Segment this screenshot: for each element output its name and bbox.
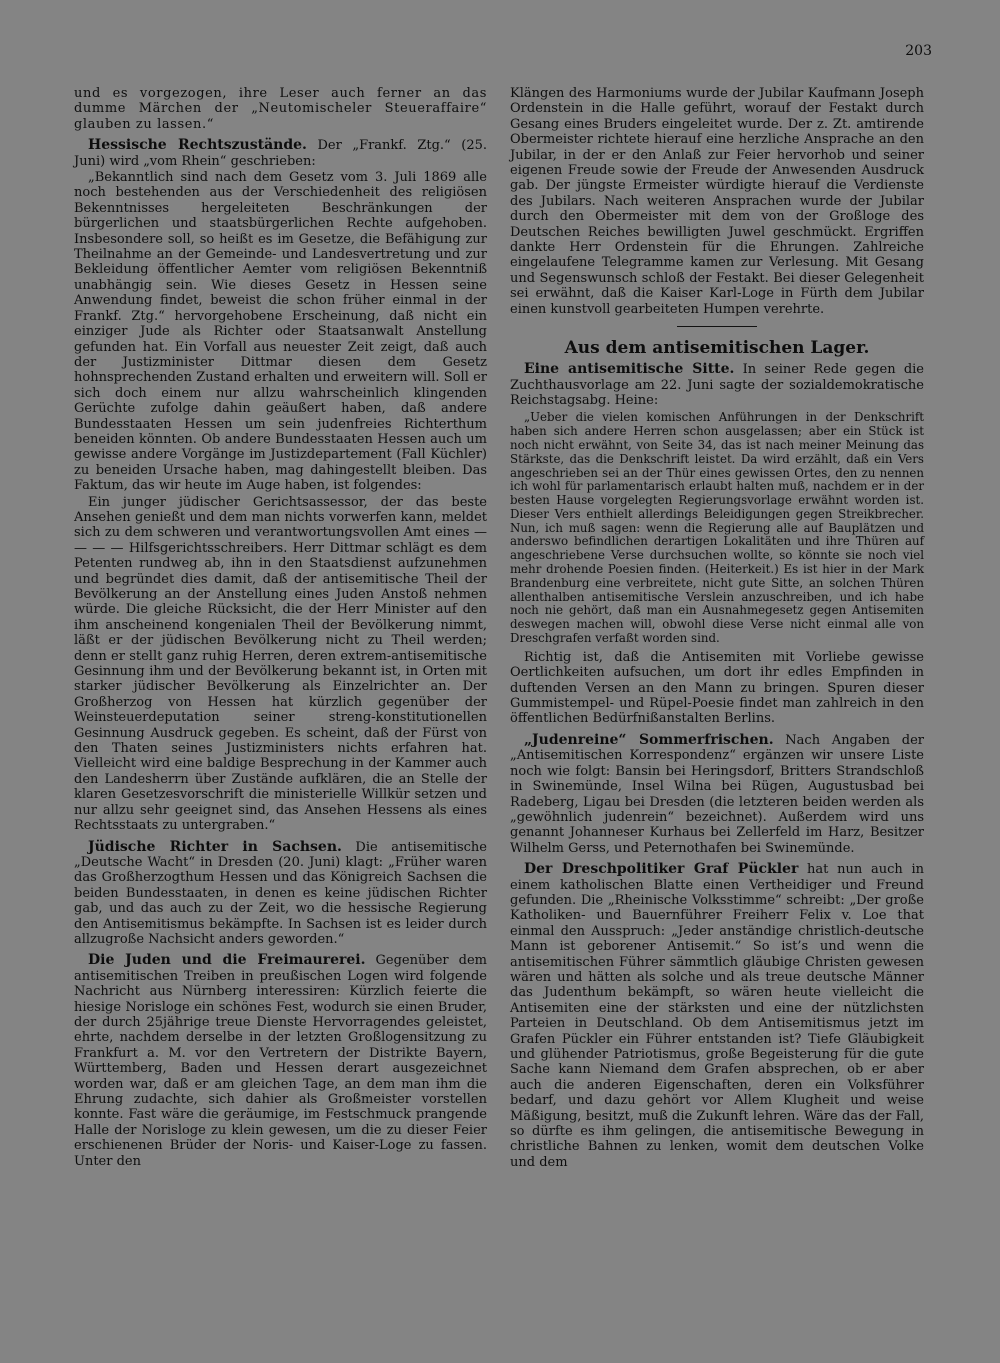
section-title: Aus dem antisemitischen Lager. [564,338,870,359]
paragraph: Ein junger jüdischer Gerichtsassessor, der das beste Ansehen genießt und dem man nichts vorwerfen kann, meldet sich zu dem schweren und verantwortungsvollen Amt eines — — — — Hilfsgerichtsschreibers. Herr Dittmar schlägt es dem Petenten rundweg ab, ihn in den Staatsdienst aufzunehmen und begründet dies damit, daß der antisemitische Theil der Bevölkerung an der Anstellung eines Juden Anstoß nehmen würde. Die gleiche Rücksicht, die der Herr Minister auf den ihm anscheinend kongenialen Theil der Bevölkerung nimmt, läßt er der jüdischen Bevölkerung nicht zu Theil werden; denn er stellt ganz ruhig Herren, deren extrem-antisemitische Gesinnung ihm und der Bevölkerung bekannt ist, in Orten mit starker jüdischer Bevölkerung als Einzelrichter an. Der Großherzog von Hessen hat kürzlich gegenüber der Weinsteuerdeputation seiner streng-konstitutionellen Gesinnung Ausdruck gegeben. Es scheint, daß der Fürst von den Thaten seines Justizministers nichts erfahren hat. Vielleicht wird eine baldige Besprechung in der Kammer auch den Landesherrn über Zustände aufklären, die an Stelle der klaren Gesetzesvorschrift die ministerielle Willkür setzen und nur allzu sehr geeignet sind, das Ansehen Hessens als eines Rechtsstaats zu untergraben.“ [74,494,487,834]
paragraph: Richtig ist, daß die Antisemiten mit Vorliebe gewisse Oertlichkeiten aufsuchen, um dort ihr edles Empfinden in duftenden Versen an den Mann zu bringen. Spuren dieser Gummistempel- und Rüpel-Poesie findet man zahlreich in den öffentlichen Bedürfnißanstalten Berlins. [510,649,924,727]
article-heading: Hessische Rechtszustände. [88,137,307,154]
article-text: Die antisemitische „Deutsche Wacht“ in Dresden (20. Juni) klagt: „Früher waren das Großherzogthum Hessen und das Königreich Sachsen die beiden Bundesstaaten, in denen es keine jüdischen Richter gab, und das auch zu der Zeit, wo die hessische Regierung den Antisemitismus bekämpfte. In Sachsen ist es leider durch allzugroße Nachsicht anders geworden.“ [74,839,488,947]
article-judenreine-sommerfrischen [510,733,924,856]
article-text: In seiner Rede gegen die Zuchthausvorlage am 22. Juni sagte der sozialdemokratische Reichstagsabg. Heine: [510,362,925,408]
article-antisemitische-sitte [510,362,924,408]
article-text: Nach Angaben der „Antisemitischen Korrespondenz“ ergänzen wir unsere Liste noch wie folgt: Bansin bei Heringsdorf, Britters Strandschloß in Swinemünde, Insel Wilna bei Rügen, Augustusbad bei Radeberg, Ligau bei Dresden (die letzteren beiden werden als „gewöhnlich judenrein“ bezeichnet). Außerdem wird uns genannt Johanneser Kurhaus bei Zellerfeld im Harz, Besitzer Wilhelm Gerss, und Peternothafen bei Swinemünde. [510,732,924,856]
article-heading: „Judenreine“ Sommerfrischen. [524,731,774,748]
article-dreschpolitiker [510,862,924,1170]
article-heading: Der Dreschpolitiker Graf Pückler [524,861,799,878]
page-number: 203 [905,43,932,59]
block-quote [510,411,924,646]
article-text: Gegenüber dem antisemitischen Treiben in preußischen Logen wird folgende Nachricht aus Nürnberg interessiren: Kürzlich feierte die hiesige Norisloge ein schönes Fest, wodurch sie einen Bruder, der durch 25jährige treue Dienste Hervorragendes geleistet, ehrte, nachdem derselbe in der letzten Großlogensitzung zu Frankfurt a. M. vor den Vertretern der Distrikte Bayern, Württemberg, Baden und Hessen derart ausgezeichnet worden war, daß er am gleichen Tage, an dem man ihm die Ehrung zudachte, sich dahier als Großmeister vorstellen konnte. Fast wäre die geräumige, im Festschmuck prangende Halle der Norisloge zu klein gewesen, um die zu dieser Feier erschienenen Brüder der Noris- und Kaiser-Loge zu fassen. Unter den [74,953,487,1169]
article-heading: Eine antisemitische Sitte. [524,361,735,378]
article-heading: Die Juden und die Freimaurerei. [88,952,366,969]
article-text: hat nun auch in einem katholischen Blatte einen Vertheidiger und Freund gefunden. Die „Rheinische Volksstimme“ schreibt: „Der große Katholiken- und Bauernführer Freiherr Felix v. Loe that einmal den Ausspruch: „Jeder anständige christlich-deutsche Mann ist geborener Antisemit.“ So ist’s und wenn die antisemitischen Führer sämmtlich gläubige Christen gewesen wären und hätten als solche und als treue deutsche Männer das Judenthum bekämpft, so wären heute vielleicht die Antisemiten eine der stärksten und eine der nützlichsten Parteien in Deutschland. Ob dem Antisemitismus jetzt im Grafen Pückler ein Führer entstanden ist? Tiefe Gläubigkeit und glühender Patriotismus, große Begeisterung für die gute Sache kann Niemand dem Grafen absprechen, ob er aber auch die anderen Eigenschaften, deren ein Volksführer bedarf, und dazu gehört vor Allem Klugheit und weise Mäßigung, besitzt, muß die Zukunft lehren. Wäre das der Fall, so dürfte es ihm gelingen, die antisemitische Bewegung in christliche Bahnen zu lenken, womit dem deutschen Volke und dem [510,862,924,1170]
article-heading: Jüdische Richter in Sachsen. [88,838,342,855]
article-text: Der „Frankf. Ztg.“ (25. Juni) wird „vom Rhein“ geschrieben: [74,138,487,169]
left-column [74,86,487,1169]
section-divider [677,326,757,327]
article-juden-freimaurerei [74,953,487,1169]
article-hessische-rechtszustaende [74,138,487,169]
paragraph: und es vorgezogen, ihre Leser auch ferner an das dumme Märchen der „Neutomischeler Steueraffaire“ glauben zu lassen.“ [74,86,487,132]
quote-text: „Ueber die vielen komischen Anführungen in der Denkschrift haben sich andere Herren schon ausgelassen; aber ein Stück ist noch nicht erwähnt, von Seite 34, das ist nach meiner Meinung das Stärkste, das die Denkschrift leistet. Da wird erzählt, daß ein Vers angeschrieben sei an der Thür eines gewissen Ortes, den zu nennen ich wohl für parlamentarisch erlaubt halten muß, nachdem er in der besten Hause vorgelegten Regierungsvorlage erwähnt worden ist. Dieser Vers enthielt allerdings Beleidigungen gegen Streikbrecher. Nun, ich muß sagen: wenn die Regierung alle auf Bauplätzen und anderswo befindlichen derartigen Lokalitäten und ihre Thüren auf angeschriebene Verse durchsuchen wollte, so könnte sie noch viel mehr drohende Poesien finden. (Heiterkeit.) Es ist hier in der Mark Brandenburg eine verbreitete, nicht gute Sitte, an solchen Thüren allenthalben antisemitische Verslein anzuschreiben, und ich habe noch nie gehört, daß man ein Ausnahmegesetz gegen Antisemiten deswegen machen will, obwohl diese Verse nicht einmal alle von Dreschgrafen verfaßt worden sind. [510,410,924,646]
paragraph: „Bekanntlich sind nach dem Gesetz vom 3. Juli 1869 alle noch bestehenden aus der Verschiedenheit des religiösen Bekenntnisses hergeleiteten Beschränkungen der bürgerlichen und staatsbürgerlichen Rechte aufgehoben. Insbesondere soll, so heißt es im Gesetze, die Befähigung zur Theilnahme an der Gemeinde- und Landesvertretung und zur Bekleidung öffentlicher Aemter vom religiösen Bekenntniß unabhängig sein. Wie dieses Gesetz in Hessen seine Anwendung findet, beweist die schon früher einmal in der Frankf. Ztg.“ hervorgehobene Erscheinung, daß nicht ein einziger Jude als Richter oder Staatsanwalt Anstellung gefunden hat. Ein Vorfall aus neuester Zeit zeigt, daß auch der Justizminister Dittmar diesen dem Gesetz hohnsprechenden Zustand erhalten und erweitern will. Soll er sich doch einem nur allzu wahrscheinlich klingenden Gerüchte zufolge dahin geäußert haben, daß andere Bundesstaaten Hessen um sein judenfreies Richterthum beneiden könnten. Ob andere Bundesstaaten Hessen auch um gewisse andere Vorgänge im Justizdepartement (Fall Küchler) zu beneiden Ursache haben, mag dahingestellt bleiben. Das Faktum, das wir heute im Auge haben, ist folgendes: [74,170,487,494]
right-column [510,86,924,1170]
paragraph: Klängen des Harmoniums wurde der Jubilar Kaufmann Joseph Ordenstein in die Halle geführt, worauf der Festakt durch Gesang eines Bruders eingeleitet wurde. Der z. Zt. amtirende Obermeister richtete hierauf eine herzliche Ansprache an den Jubilar, in der er den Anlaß zur Feier hervorhob und seiner eigenen Freude sowie der Freude der Anwesenden Ausdruck gab. Der jüngste Ermeister würdigte hierauf die Verdienste des Jubilars. Nach weiteren Ansprachen wurde der Jubilar durch den Obermeister mit dem von der Großloge des Deutschen Reiches bewilligten Juwel geschmückt. Ergriffen dankte Herr Ordenstein für die Ehrungen. Zahlreiche eingelaufene Telegramme kamen zur Verlesung. Mit Gesang und Segenswunsch schloß der Festakt. Bei dieser Gelegenheit sei erwähnt, daß die Kaiser Karl-Loge in Fürth dem Jubilar einen kunstvoll gearbeiteten Humpen verehrte. [510,86,924,317]
article-juedische-richter [74,840,487,948]
